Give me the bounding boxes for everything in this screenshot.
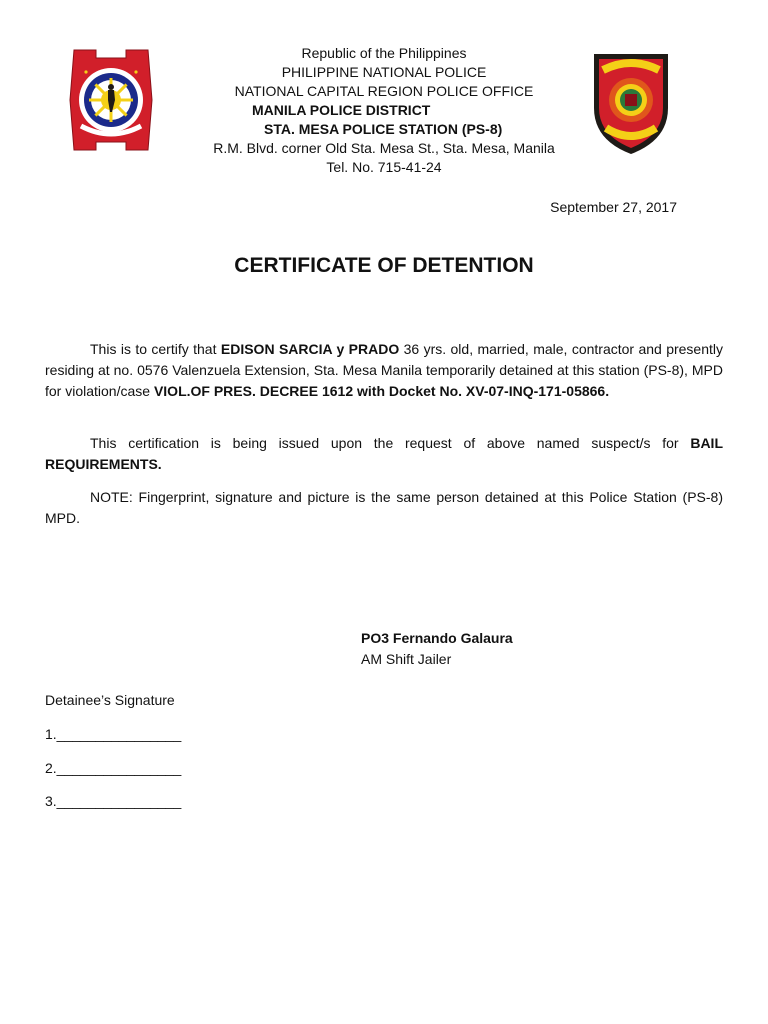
case-docket: VIOL.OF PRES. DECREE 1612 with Docket No. XV-07-INQ-171-05866.: [153, 383, 610, 399]
header-mpd: MANILA POLICE DISTRICT: [252, 102, 431, 118]
document-date: September 27, 2017: [550, 199, 677, 215]
p1-intro: This is to certify that: [90, 341, 221, 357]
certification-paragraph: [45, 339, 723, 402]
note-paragraph: NOTE: Fingerprint, signature and picture is the same person detained at this Police Station (PS-8) MPD.: [45, 489, 723, 526]
header-republic: Republic of the Philippines: [301, 45, 467, 61]
header-telephone: Tel. No. 715-41-24: [326, 159, 442, 175]
detainee-signature-label: Detainee’s Signature: [45, 692, 175, 708]
header-address: R.M. Blvd. corner Old Sta. Mesa St., Sta. Mesa, Manila: [213, 140, 555, 156]
p1-details: 36 yrs. old, married, male, contractor and presently residing at no. 0576 Valenzuela Extension, Sta. Mesa Manila temporarily detained at this station (PS-8), MPD for violation/case: [45, 341, 724, 399]
signature-line-1: 1.________________: [45, 726, 182, 742]
detainee-name: EDISON SARCIA y PRADO: [220, 341, 400, 357]
bail-requirements: BAIL REQUIREMENTS.: [45, 435, 723, 472]
signatory-name: PO3 Fernando Galaura: [361, 630, 513, 646]
header-ncrpo: NATIONAL CAPITAL REGION POLICE OFFICE: [234, 83, 534, 99]
signatory-position: AM Shift Jailer: [361, 651, 452, 667]
p2-intro: This certification is being issued upon the request of above named suspect/s for: [90, 435, 691, 451]
request-paragraph: [45, 433, 723, 475]
document-title: CERTIFICATE OF DETENTION: [234, 254, 534, 277]
header-station: STA. MESA POLICE STATION (PS-8): [264, 121, 503, 137]
signature-line-3: 3.________________: [45, 793, 182, 809]
header-pnp: PHILIPPINE NATIONAL POLICE: [281, 64, 487, 80]
signature-line-2: 2.________________: [45, 760, 182, 776]
